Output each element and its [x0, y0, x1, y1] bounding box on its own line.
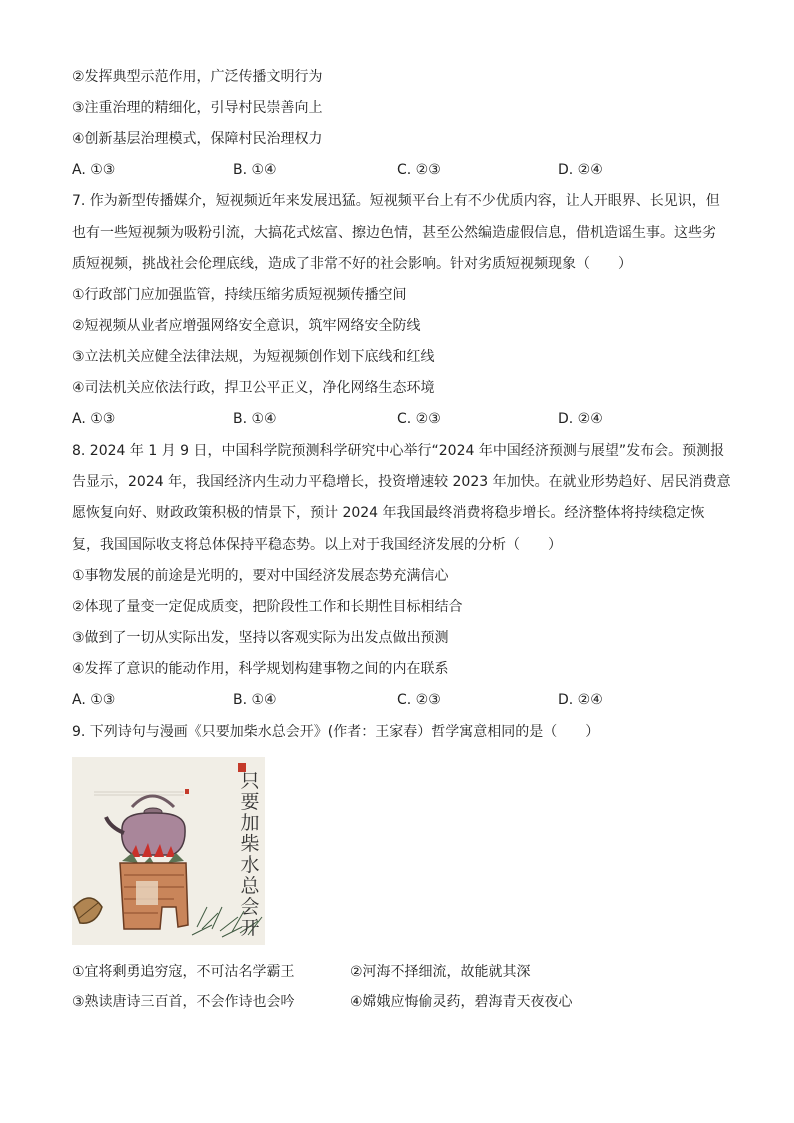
q7-choices [72, 409, 722, 429]
q6-choices [72, 160, 722, 180]
q8-option-2: ②体现了量变一定促成质变，把阶段性工作和长期性目标相结合 [72, 599, 463, 615]
q7-option-1: ①行政部门应加强监管，持续压缩劣质短视频传播空间 [72, 287, 407, 303]
q7-stem-line-1: 7. 作为新型传播媒介，短视频近年来发展迅猛。短视频平台上有不少优质内容，让人开眼界、长见识，但 [72, 193, 720, 209]
q6-option-2: ②发挥典型示范作用，广泛传播文明行为 [72, 69, 323, 85]
q7-option-4: ④司法机关应依法行政，捍卫公平正义，净化网络生态环境 [72, 380, 435, 396]
q8-stem-line-2: 告显示，2024 年，我国经济内生动力平稳增长，投资增速较 2023 年加快。在就业形势趋好、居民消费意 [72, 474, 731, 490]
q6-choice-b: B. ①④ [233, 162, 277, 178]
q7-choice-a: A. ①③ [72, 411, 116, 427]
q8-choice-b: B. ①④ [233, 692, 277, 708]
q7-choice-b: B. ①④ [233, 411, 277, 427]
q8-stem-line-4: 复，我国国际收支将总体保持平稳态势。以上对于我国经济发展的分析（ ） [72, 537, 562, 553]
q9-options-row-2 [72, 992, 722, 1012]
q9-stem: 9. 下列诗句与漫画《只要加柴水总会开》(作者：王家春）哲学寓意相同的是（ ） [72, 724, 600, 740]
q7-choice-d: D. ②④ [558, 411, 603, 427]
q6-option-4: ④创新基层治理模式，保障村民治理权力 [72, 131, 323, 147]
q8-choice-d: D. ②④ [558, 692, 603, 708]
q6-choice-c: C. ②③ [397, 162, 441, 178]
cartoon-illustration [72, 757, 265, 945]
q8-option-1: ①事物发展的前途是光明的，要对中国经济发展态势充满信心 [72, 568, 449, 584]
q9-option-2: ②河海不择细流，故能就其深 [350, 964, 531, 980]
q9-option-4: ④嫦娥应悔偷灵药，碧海青天夜夜心 [350, 994, 573, 1010]
q9-option-1: ①宜将剩勇追穷寇，不可沽名学霸王 [72, 964, 295, 980]
q8-option-3: ③做到了一切从实际出发，坚持以客观实际为出发点做出预测 [72, 630, 449, 646]
q6-option-3: ③注重治理的精细化，引导村民崇善向上 [72, 100, 323, 116]
q7-option-3: ③立法机关应健全法律法规，为短视频创作划下底线和红线 [72, 349, 435, 365]
q7-option-2: ②短视频从业者应增强网络安全意识，筑牢网络安全防线 [72, 318, 421, 334]
q8-choices [72, 690, 722, 710]
q7-stem-line-3: 质短视频，挑战社会伦理底线，造成了非常不好的社会影响。针对劣质短视频现象（ ） [72, 256, 632, 272]
cartoon-caption: 只要加柴水总会开 [240, 770, 260, 939]
q6-choice-d: D. ②④ [558, 162, 603, 178]
q6-choice-a: A. ①③ [72, 162, 116, 178]
q8-option-4: ④发挥了意识的能动作用，科学规划构建事物之间的内在联系 [72, 661, 449, 677]
q7-choice-c: C. ②③ [397, 411, 441, 427]
q8-choice-c: C. ②③ [397, 692, 441, 708]
q8-choice-a: A. ①③ [72, 692, 116, 708]
q7-stem-line-2: 也有一些短视频为吸粉引流，大搞花式炫富、擦边色情，甚至公然编造虚假信息，借机造谣生事。这些劣 [72, 225, 716, 241]
q8-stem-line-3: 愿恢复向好、财政政策积极的情景下，预计 2024 年我国最终消费将稳步增长。经济整体将持续稳定恢 [72, 505, 705, 521]
q9-option-3: ③熟读唐诗三百首，不会作诗也会吟 [72, 994, 295, 1010]
q9-options-row-1 [72, 962, 722, 982]
q8-stem-line-1: 8. 2024 年 1 月 9 日，中国科学院预测科学研究中心举行“2024 年中国经济预测与展望”发布会。预测报 [72, 443, 725, 459]
